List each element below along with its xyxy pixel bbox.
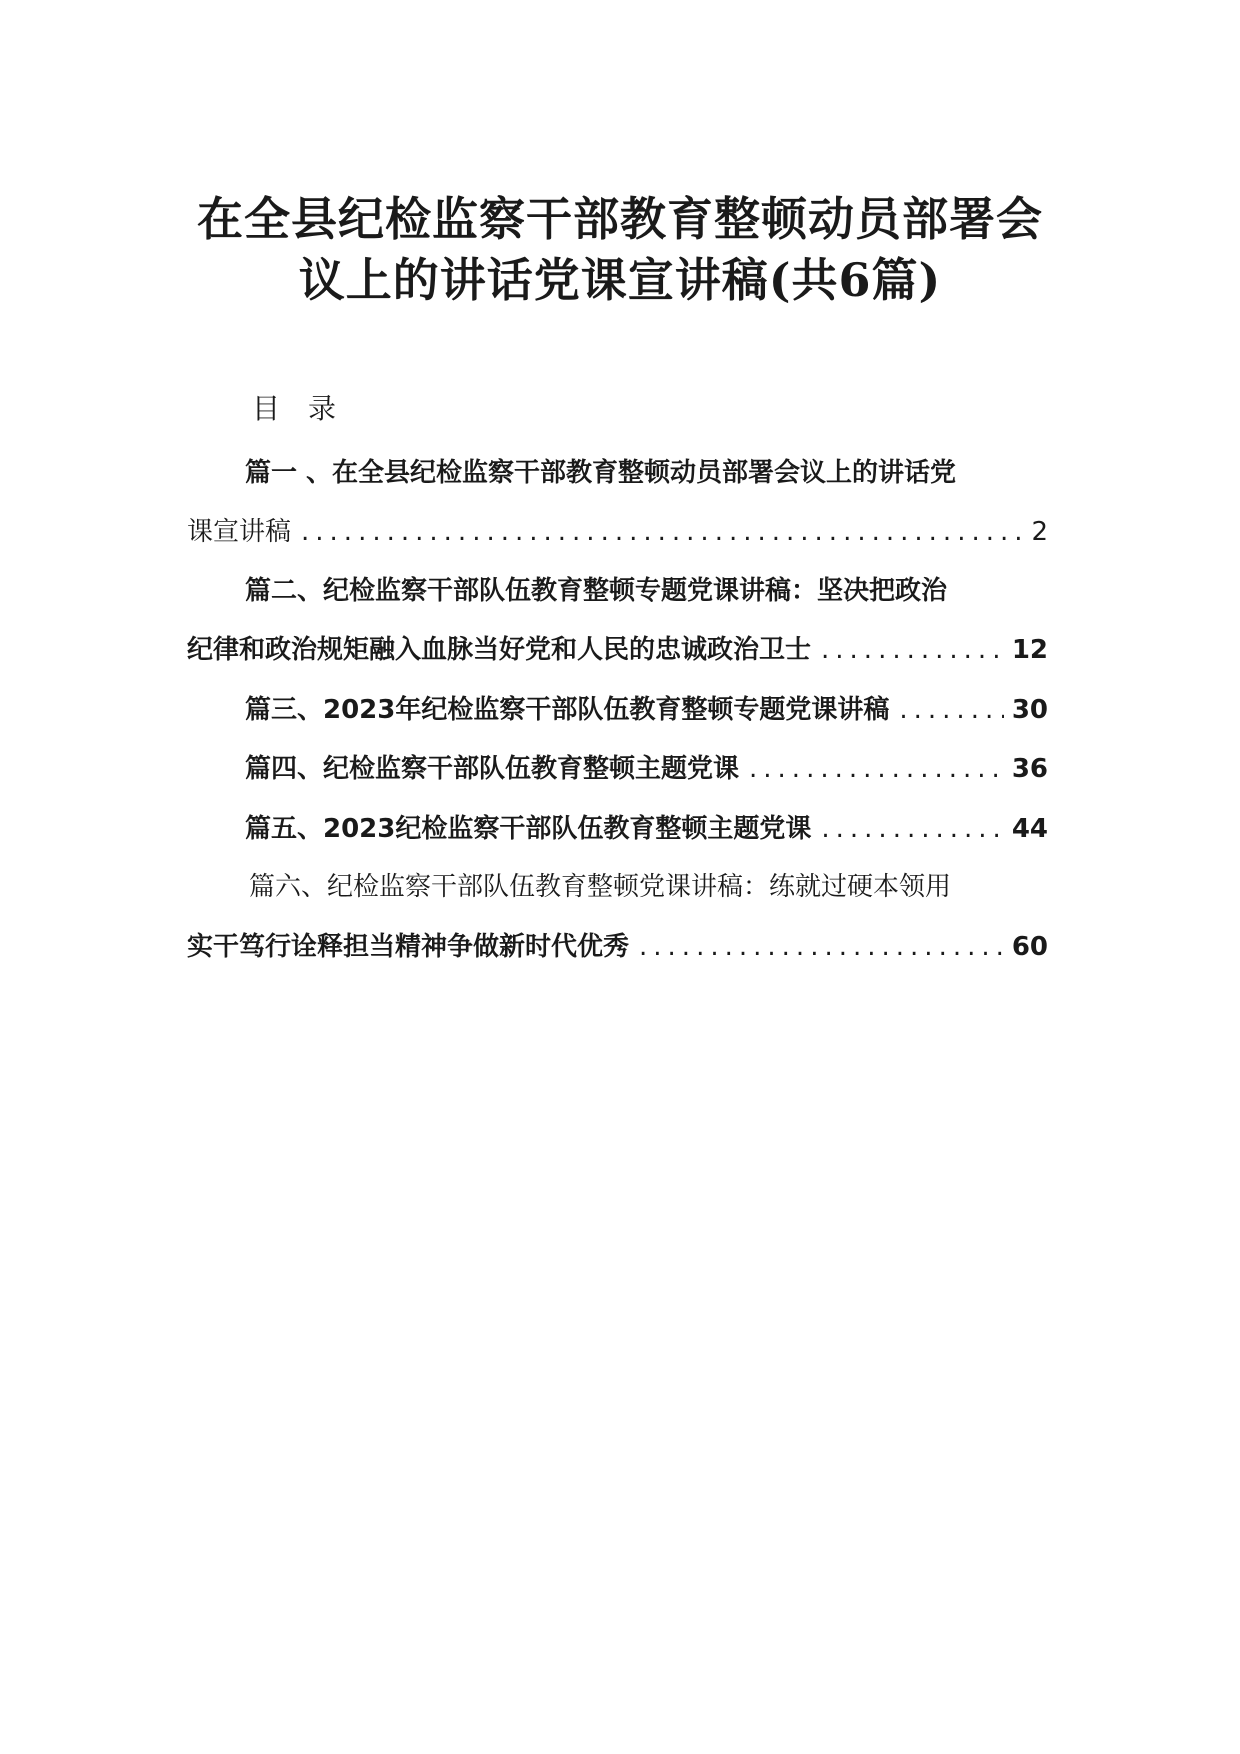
toc-entry-2-line-1[interactable] [245,578,947,604]
toc-entry-text: 纪律和政治规矩融入血脉当好党和人民的忠诚政治卫士 [187,635,812,665]
toc-entry-text: 课宣讲稿 [187,517,292,547]
toc-page-number: 36 [1011,754,1048,784]
toc-entry-5[interactable] [245,816,1048,842]
toc-entry-text: 实干笃行诠释担当精神争做新时代优秀 [187,932,630,962]
toc-dot-leader [301,519,1023,545]
toc-entry-3[interactable] [245,697,1048,723]
toc-dot-leader [821,816,1003,842]
toc-dot-leader [899,697,1003,723]
toc-entry-text: 篇四、纪检监察干部队伍教育整顿主题党课 [245,754,740,784]
toc-page-number: 44 [1011,814,1048,844]
toc-entry-text: 篇三、2023年纪检监察干部队伍教育整顿专题党课讲稿 [245,695,890,725]
toc-entry-4[interactable] [245,756,1048,782]
toc-entry-6-line-2[interactable] [187,934,1048,960]
document-title-line-2: 议上的讲话党课宣讲稿(共6篇) [298,253,942,307]
toc-page-number: 60 [1011,932,1048,962]
toc-page-number: 2 [1031,517,1048,547]
toc-entry-text: 篇二、纪检监察干部队伍教育整顿专题党课讲稿：坚决把政治 [245,576,948,606]
document-title-line-1: 在全县纪检监察干部教育整顿动员部署会 [197,192,1043,246]
toc-dot-leader [749,756,1004,782]
toc-entry-2-line-2[interactable] [187,637,1048,663]
toc-entry-text: 篇五、2023纪检监察干部队伍教育整顿主题党课 [245,814,812,844]
toc-heading: 目录 [252,392,365,425]
toc-entry-text: 篇六、纪检监察干部队伍教育整顿党课讲稿：练就过硬本领用 [249,872,952,902]
toc-entry-6-line-1[interactable] [249,874,951,900]
toc-page-number: 30 [1011,695,1048,725]
toc-entry-text: 篇一 、在全县纪检监察干部教育整顿动员部署会议上的讲话党 [245,458,957,488]
toc-dot-leader [821,637,1004,663]
toc-entry-1-line-2[interactable] [187,519,1048,545]
toc-page-number: 12 [1011,635,1048,665]
toc-dot-leader [639,934,1004,960]
toc-entry-1-line-1[interactable] [245,460,956,486]
